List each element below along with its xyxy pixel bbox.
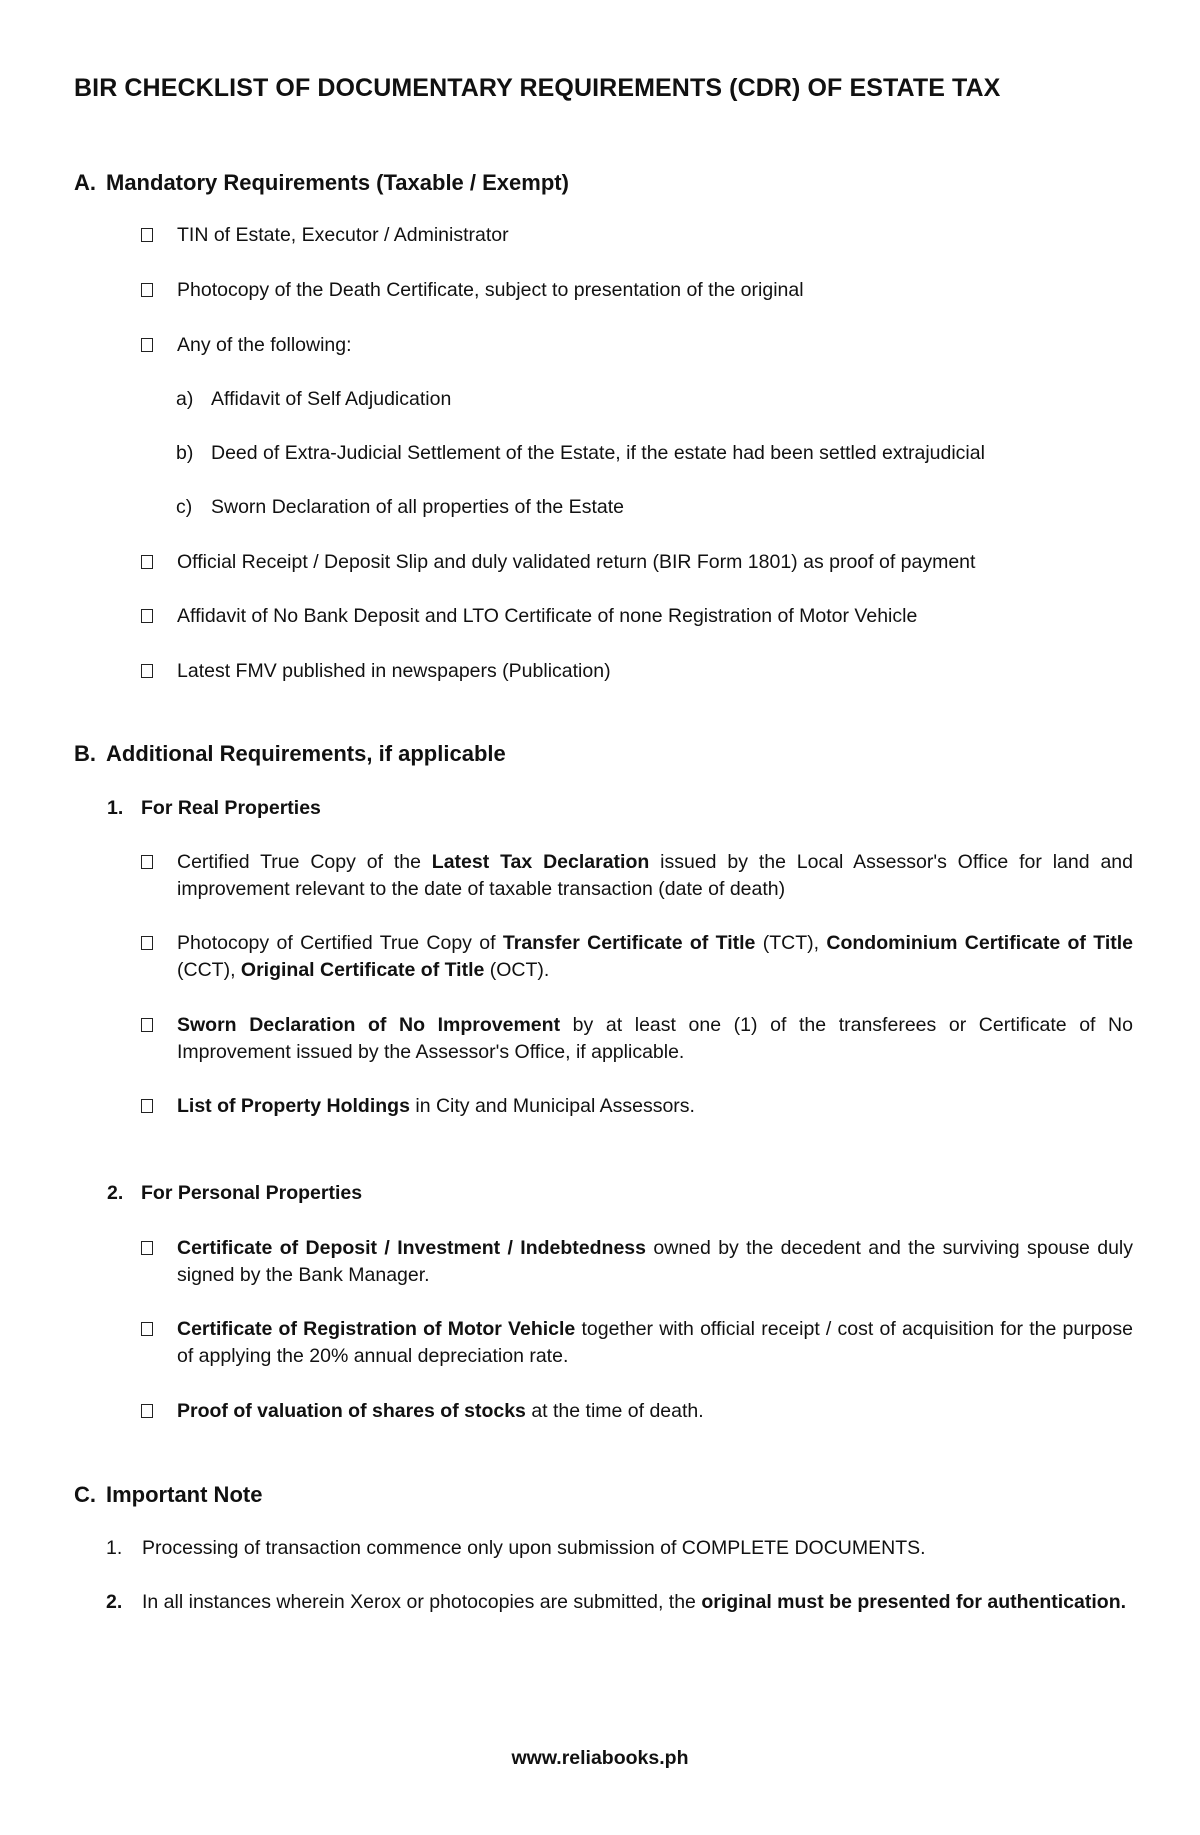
checklist-item-property-holdings: List of Property Holdings in City and Municipal Assessors.	[141, 1093, 1133, 1120]
section-b-letter: B.	[74, 741, 96, 766]
checkbox-icon[interactable]	[141, 228, 153, 242]
section-b-title: Additional Requirements, if applicable	[106, 741, 506, 766]
checkbox-icon[interactable]	[141, 1099, 153, 1113]
checklist-item-no-improvement: Sworn Declaration of No Improvement by at least one (1) of the transferees or Certificate of No Improvement issued by the Assessor's Office, if applicable.	[141, 1012, 1133, 1066]
checklist-item-death-certificate: Photocopy of the Death Certificate, subject to presentation of the original	[141, 277, 1133, 304]
checklist-item-latest-fmv: Latest FMV published in newspapers (Publication)	[141, 658, 1133, 685]
section-b-heading	[74, 741, 506, 767]
checkbox-icon[interactable]	[141, 555, 153, 569]
footer-website-link[interactable]: www.reliabooks.ph	[511, 1747, 689, 1769]
checkbox-icon[interactable]	[141, 1322, 153, 1336]
checklist-item-official-receipt: Official Receipt / Deposit Slip and duly validated return (BIR Form 1801) as proof of payment	[141, 549, 1133, 576]
real-properties-heading: 1. For Real Properties	[107, 797, 321, 819]
checkbox-icon[interactable]	[141, 855, 153, 869]
checklist-item-certificate-of-title: Photocopy of Certified True Copy of Transfer Certificate of Title (TCT), Condominium Certificate of Title (CCT), Original Certificate of Title (OCT).	[141, 930, 1133, 984]
note-item-2: 2. In all instances wherein Xerox or photocopies are submitted, the original must be presented for authentication.	[106, 1591, 1127, 1613]
checklist-item-no-bank-deposit: Affidavit of No Bank Deposit and LTO Certificate of none Registration of Motor Vehicle	[141, 603, 1133, 630]
personal-properties-heading: 2. For Personal Properties	[107, 1182, 363, 1204]
section-c-title: Important Note	[106, 1482, 263, 1507]
checkbox-icon[interactable]	[141, 664, 153, 678]
section-c-letter: C.	[74, 1482, 96, 1507]
section-c-heading	[74, 1482, 262, 1508]
checkbox-icon[interactable]	[141, 1241, 153, 1255]
checklist-item-shares-of-stocks: Proof of valuation of shares of stocks at the time of death.	[141, 1398, 1133, 1425]
section-a-letter: A.	[74, 170, 96, 195]
checklist-item-tin: TIN of Estate, Executor / Administrator	[141, 222, 1133, 249]
checklist-item-tax-declaration: Certified True Copy of the Latest Tax Declaration issued by the Local Assessor's Office for land and improvement relevant to the date of taxable transaction (date of death)	[141, 849, 1133, 903]
checkbox-icon[interactable]	[141, 1404, 153, 1418]
checkbox-icon[interactable]	[141, 609, 153, 623]
page-title: BIR CHECKLIST OF DOCUMENTARY REQUIREMENTS (CDR) OF ESTATE TAX	[74, 74, 1001, 102]
section-a-heading	[74, 170, 569, 196]
note-item-1: 1. Processing of transaction commence only upon submission of COMPLETE DOCUMENTS.	[106, 1537, 926, 1559]
checkbox-icon[interactable]	[141, 936, 153, 950]
checkbox-icon[interactable]	[141, 1018, 153, 1032]
checklist-item-certificate-of-deposit: Certificate of Deposit / Investment / Indebtedness owned by the decedent and the surviving spouse duly signed by the Bank Manager.	[141, 1235, 1133, 1289]
checkbox-icon[interactable]	[141, 283, 153, 297]
sub-item-c: c) Sworn Declaration of all properties of the Estate	[176, 496, 624, 518]
checklist-item-motor-vehicle: Certificate of Registration of Motor Vehicle together with official receipt / cost of acquisition for the purpose of applying the 20% annual depreciation rate.	[141, 1316, 1133, 1370]
section-a-title: Mandatory Requirements (Taxable / Exempt)	[106, 170, 569, 195]
checkbox-icon[interactable]	[141, 338, 153, 352]
checklist-item-any-of-following: Any of the following:	[141, 332, 1133, 359]
sub-item-b: b) Deed of Extra-Judicial Settlement of the Estate, if the estate had been settled extrajudicial	[176, 442, 985, 464]
sub-item-a: a) Affidavit of Self Adjudication	[176, 388, 452, 410]
